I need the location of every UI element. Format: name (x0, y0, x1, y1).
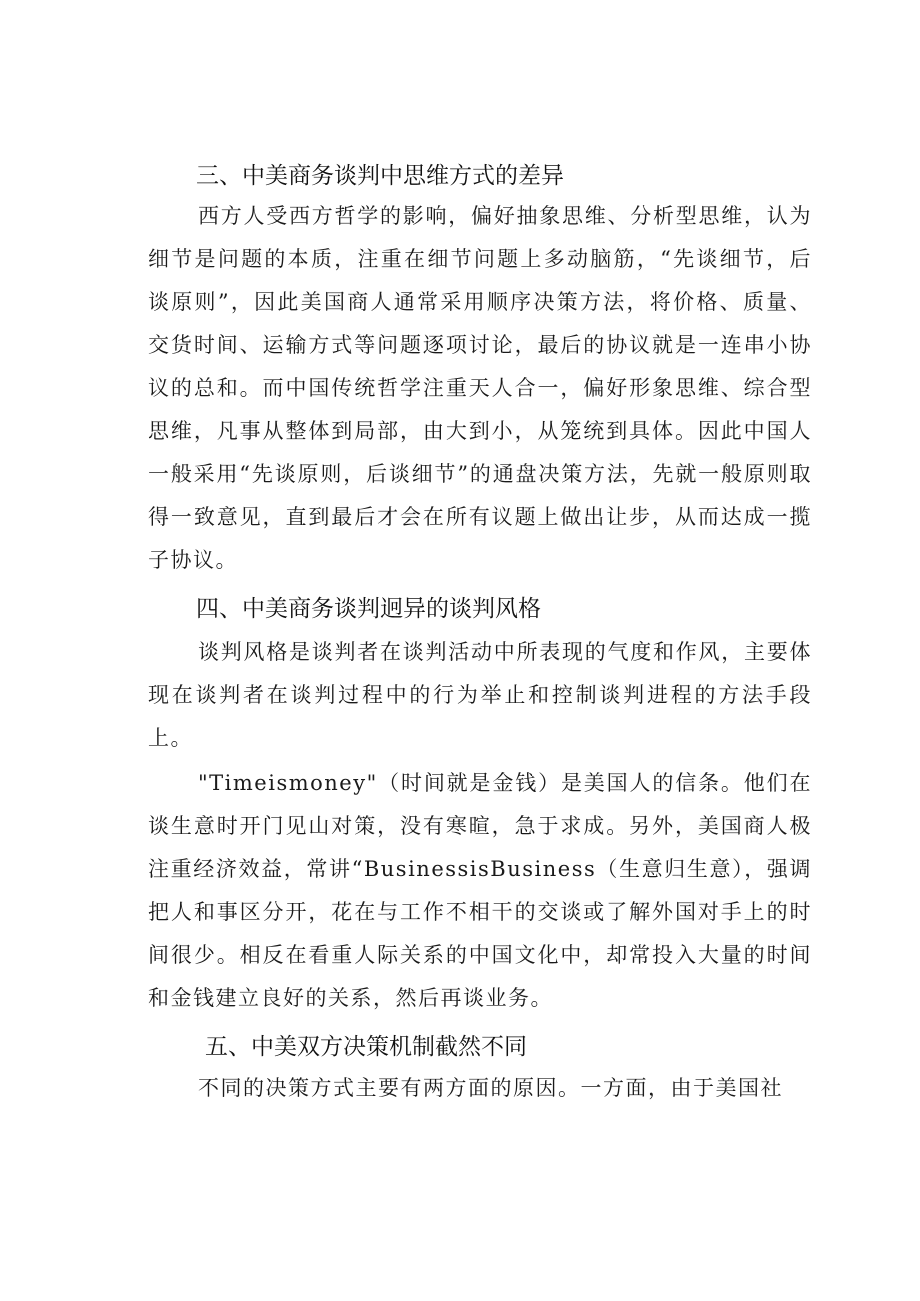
paragraph-negotiation-style-definition: 谈判风格是谈判者在谈判活动中所表现的气度和作风，主要体现在谈判者在谈判过程中的行为举止和控制谈判进程的方法手段上。 (148, 640, 812, 750)
section-heading-4: 四、中美商务谈判迥异的谈判风格 (196, 596, 541, 622)
paragraph-time-is-money: "Timeismoney"（时间就是金钱）是美国人的信条。他们在谈生意时开门见山对策，没有寒暄，急于求成。另外，美国商人极注重经济效益，常讲“BusinessisBusiness（生意归生意），强调把人和事区分开，花在与工作不相干的交谈或了解外国对手上的时间很少。相反在看重人际关系的中国文化中，却常投入大量的时间和金钱建立良好的关系，然后再谈业务。 (148, 771, 812, 1010)
paragraph-decision-mechanism: 不同的决策方式主要有两方面的原因。一方面，由于美国社 (198, 1076, 783, 1100)
paragraph-thinking-differences: 西方人受西方哲学的影响，偏好抽象思维、分析型思维，认为细节是问题的本质，注重在细节问题上多动脑筋，“先谈细节，后谈原则”，因此美国商人通常采用顺序决策方法，将价格、质量、交货时间、运输方式等问题逐项讨论，最后的协议就是一连串小协议的总和。而中国传统哲学注重天人合一，偏好形象思维、综合型思维，凡事从整体到局部，由大到小，从笼统到具体。因此中国人一般采用“先谈原则，后谈细节”的通盘决策方法，先就一般原则取得一致意见，直到最后才会在所有议题上做出让步，从而达成一揽子协议。 (148, 204, 812, 572)
section-heading-3: 三、中美商务谈判中思维方式的差异 (196, 163, 564, 189)
section-heading-5: 五、中美双方决策机制截然不同 (205, 1034, 527, 1060)
